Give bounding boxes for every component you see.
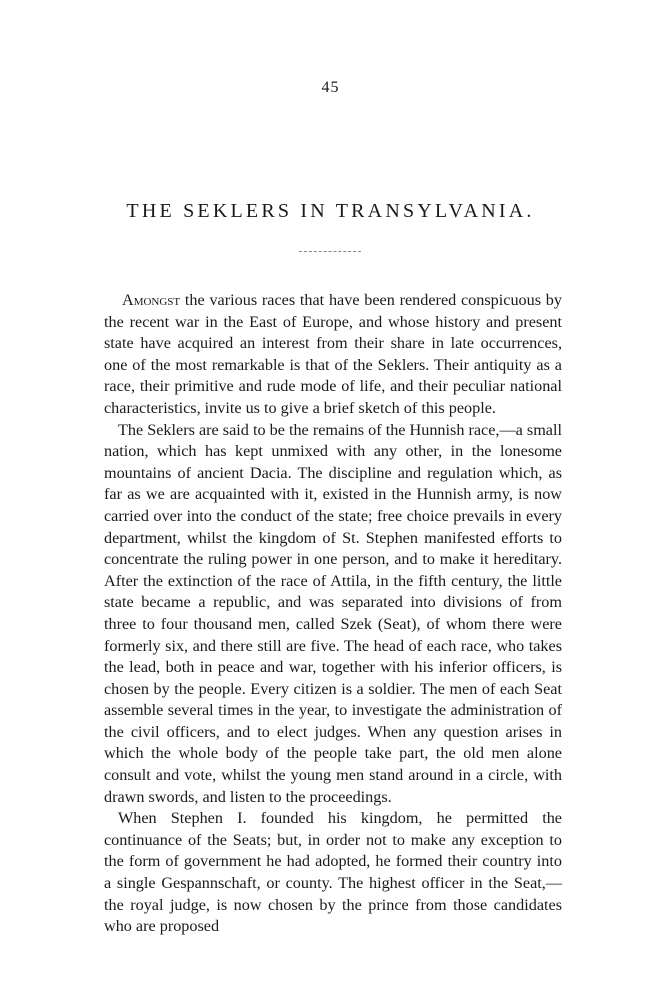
paragraph-1-lead: Amongst — [122, 291, 181, 309]
page-number: 45 — [321, 79, 340, 96]
paragraph-2: The Seklers are said to be the remains of the Hunnish race,—a small nation, which has kept unmixed with any other, in the lonesome mountains of ancient Dacia. The discipline and regulation which, as far as we are acquainted with it, existed in the Hunnish army, is now carried over into the conduct of the state; free choice prevails in every department, whilst the kingdom of St. Stephen manifested efforts to concentrate the ruling power in one person, and to make it hereditary. After the extinction of the race of Attila, in the fifth century, the little state became a republic, and was separated into divisions of from three to four thousand men, called Szek (Seat), of whom there were formerly six, and there still are five. The head of each race, who takes the lead, both in peace and war, together with his inferior officers, is chosen by the people. Every citizen is a soldier. The men of each Seat assemble several times in the year, to investigate the administration of the civil officers, and to elect judges. When any question arises in which the whole body of the people take part, the old men alone consult and vote, whilst the young men stand around in a circle, with drawn swords, and listen to the proceedings. — [104, 420, 562, 806]
article-body — [104, 290, 562, 938]
paragraph-1 — [104, 290, 562, 420]
title-divider — [299, 251, 361, 252]
page-title: THE SEKLERS IN TRANSYLVANIA. — [126, 200, 535, 222]
paragraph-3: When Stephen I. founded his kingdom, he permitted the continuance of the Seats; but, in order not to make any exception to the form of government he had adopted, he formed their country into a single Gespannschaft, or county. The highest officer in the Seat,—the royal judge, is now chosen by the prince from those candidates who are proposed — [104, 809, 562, 936]
paragraph-1-text: the various races that have been rendered conspicuous by the recent war in the East of Europe, and whose history and present state have acquired an interest from their share in late occurrences, one of the most remarkable is that of the Seklers. Their antiquity as a race, their primitive and rude mode of life, and their peculiar national characteristics, invite us to give a brief sketch of this people. — [104, 291, 562, 417]
